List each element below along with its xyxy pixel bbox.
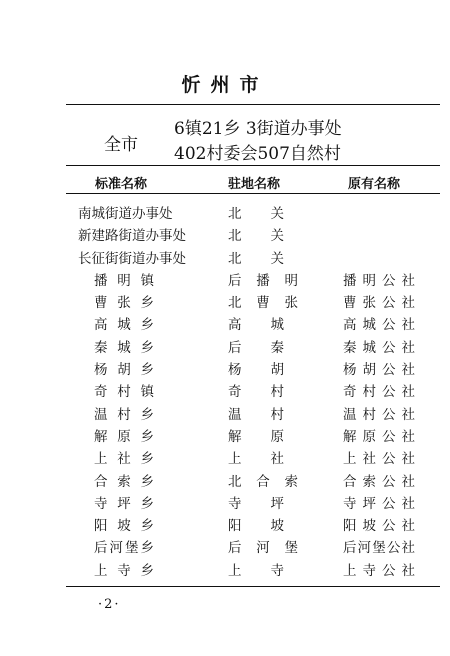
header-top-rule [66, 165, 440, 166]
page-number: ·2· [98, 597, 121, 612]
standard-name-cell: 新建路街道办事处 [78, 228, 186, 245]
seat-name-cell: 奇 村 [228, 384, 284, 401]
standard-name-cell: 秦 城 乡 [94, 339, 154, 356]
seat-name-cell: 温 村 [228, 406, 284, 423]
original-name-cell: 奇 村 公 社 [343, 384, 415, 401]
name-table [0, 203, 450, 582]
standard-name-cell: 上 社 乡 [94, 451, 154, 468]
original-name-cell: 播 明 公 社 [343, 272, 415, 289]
original-name-cell: 阳 坡 公 社 [343, 518, 415, 535]
seat-name-cell: 北 合 索 [228, 473, 298, 490]
table-row [0, 381, 450, 403]
seat-name-cell: 上 社 [228, 451, 284, 468]
standard-name-cell: 南城街道办事处 [78, 206, 173, 222]
seat-name-cell: 后 秦 [228, 339, 284, 356]
table-row [0, 270, 450, 292]
original-name-cell: 上 寺 公 社 [343, 562, 415, 579]
summary-line-2: 402村委会507自然村 [174, 144, 341, 164]
seat-name-cell: 北 关 [228, 206, 284, 222]
standard-name-cell: 合 索 乡 [94, 473, 154, 490]
table-row [0, 560, 450, 582]
standard-name-cell: 长征街街道办事处 [78, 250, 186, 267]
standard-name-cell: 解 原 乡 [94, 428, 154, 445]
seat-name-cell: 解 原 [228, 428, 284, 445]
table-row [0, 448, 450, 470]
standard-name-cell: 寺 坪 乡 [94, 495, 154, 512]
column-header-seat-name: 驻地名称 [228, 177, 281, 192]
table-row [0, 314, 450, 336]
page-title: 忻州市 [181, 74, 269, 96]
original-name-cell: 上 社 公 社 [343, 451, 415, 468]
summary-label: 全市 [104, 135, 138, 155]
table-row [0, 537, 450, 559]
original-name-cell: 杨 胡 公 社 [343, 362, 415, 379]
standard-name-cell: 上 寺 乡 [94, 562, 154, 579]
seat-name-cell: 寺 坪 [228, 495, 284, 512]
column-header-standard-name: 标准名称 [95, 177, 148, 192]
standard-name-cell: 播 明 镇 [94, 272, 154, 289]
table-row [0, 203, 450, 225]
table-row [0, 225, 450, 247]
standard-name-cell: 阳 坡 乡 [94, 518, 154, 535]
table-row [0, 471, 450, 493]
top-rule [66, 104, 440, 105]
original-name-cell: 温 村 公 社 [343, 406, 415, 423]
table-row [0, 248, 450, 270]
table-row [0, 359, 450, 381]
bottom-rule [66, 586, 440, 587]
standard-name-cell: 曹 张 乡 [94, 295, 154, 312]
original-name-cell: 合 索 公 社 [343, 473, 415, 490]
original-name-cell: 曹 张 公 社 [343, 295, 415, 312]
seat-name-cell: 北 曹 张 [228, 295, 298, 312]
table-row [0, 337, 450, 359]
table-row [0, 292, 450, 314]
table-row [0, 404, 450, 426]
seat-name-cell: 北 关 [228, 228, 284, 245]
seat-name-cell: 后 河 堡 [228, 540, 298, 557]
original-name-cell: 后 河 堡 公 社 [343, 540, 415, 557]
seat-name-cell: 杨 胡 [228, 362, 284, 379]
standard-name-cell: 奇 村 镇 [94, 384, 154, 401]
seat-name-cell: 阳 坡 [228, 518, 284, 535]
original-name-cell: 高 城 公 社 [343, 317, 415, 334]
standard-name-cell: 后 河 堡 乡 [94, 540, 154, 557]
seat-name-cell: 后 播 明 [228, 272, 298, 289]
original-name-cell: 秦 城 公 社 [343, 339, 415, 356]
original-name-cell: 解 原 公 社 [343, 428, 415, 445]
table-row [0, 493, 450, 515]
original-name-cell: 寺 坪 公 社 [343, 495, 415, 512]
summary-line-1: 6镇21乡 3街道办事处 [174, 119, 342, 139]
table-row [0, 426, 450, 448]
seat-name-cell: 北 关 [228, 250, 284, 267]
table-row [0, 515, 450, 537]
seat-name-cell: 上 寺 [228, 562, 284, 579]
standard-name-cell: 杨 胡 乡 [94, 362, 154, 379]
seat-name-cell: 高 城 [228, 317, 284, 334]
standard-name-cell: 高 城 乡 [94, 317, 154, 334]
standard-name-cell: 温 村 乡 [94, 406, 154, 423]
column-header-original-name: 原有名称 [348, 177, 401, 192]
header-bottom-rule [66, 193, 440, 194]
